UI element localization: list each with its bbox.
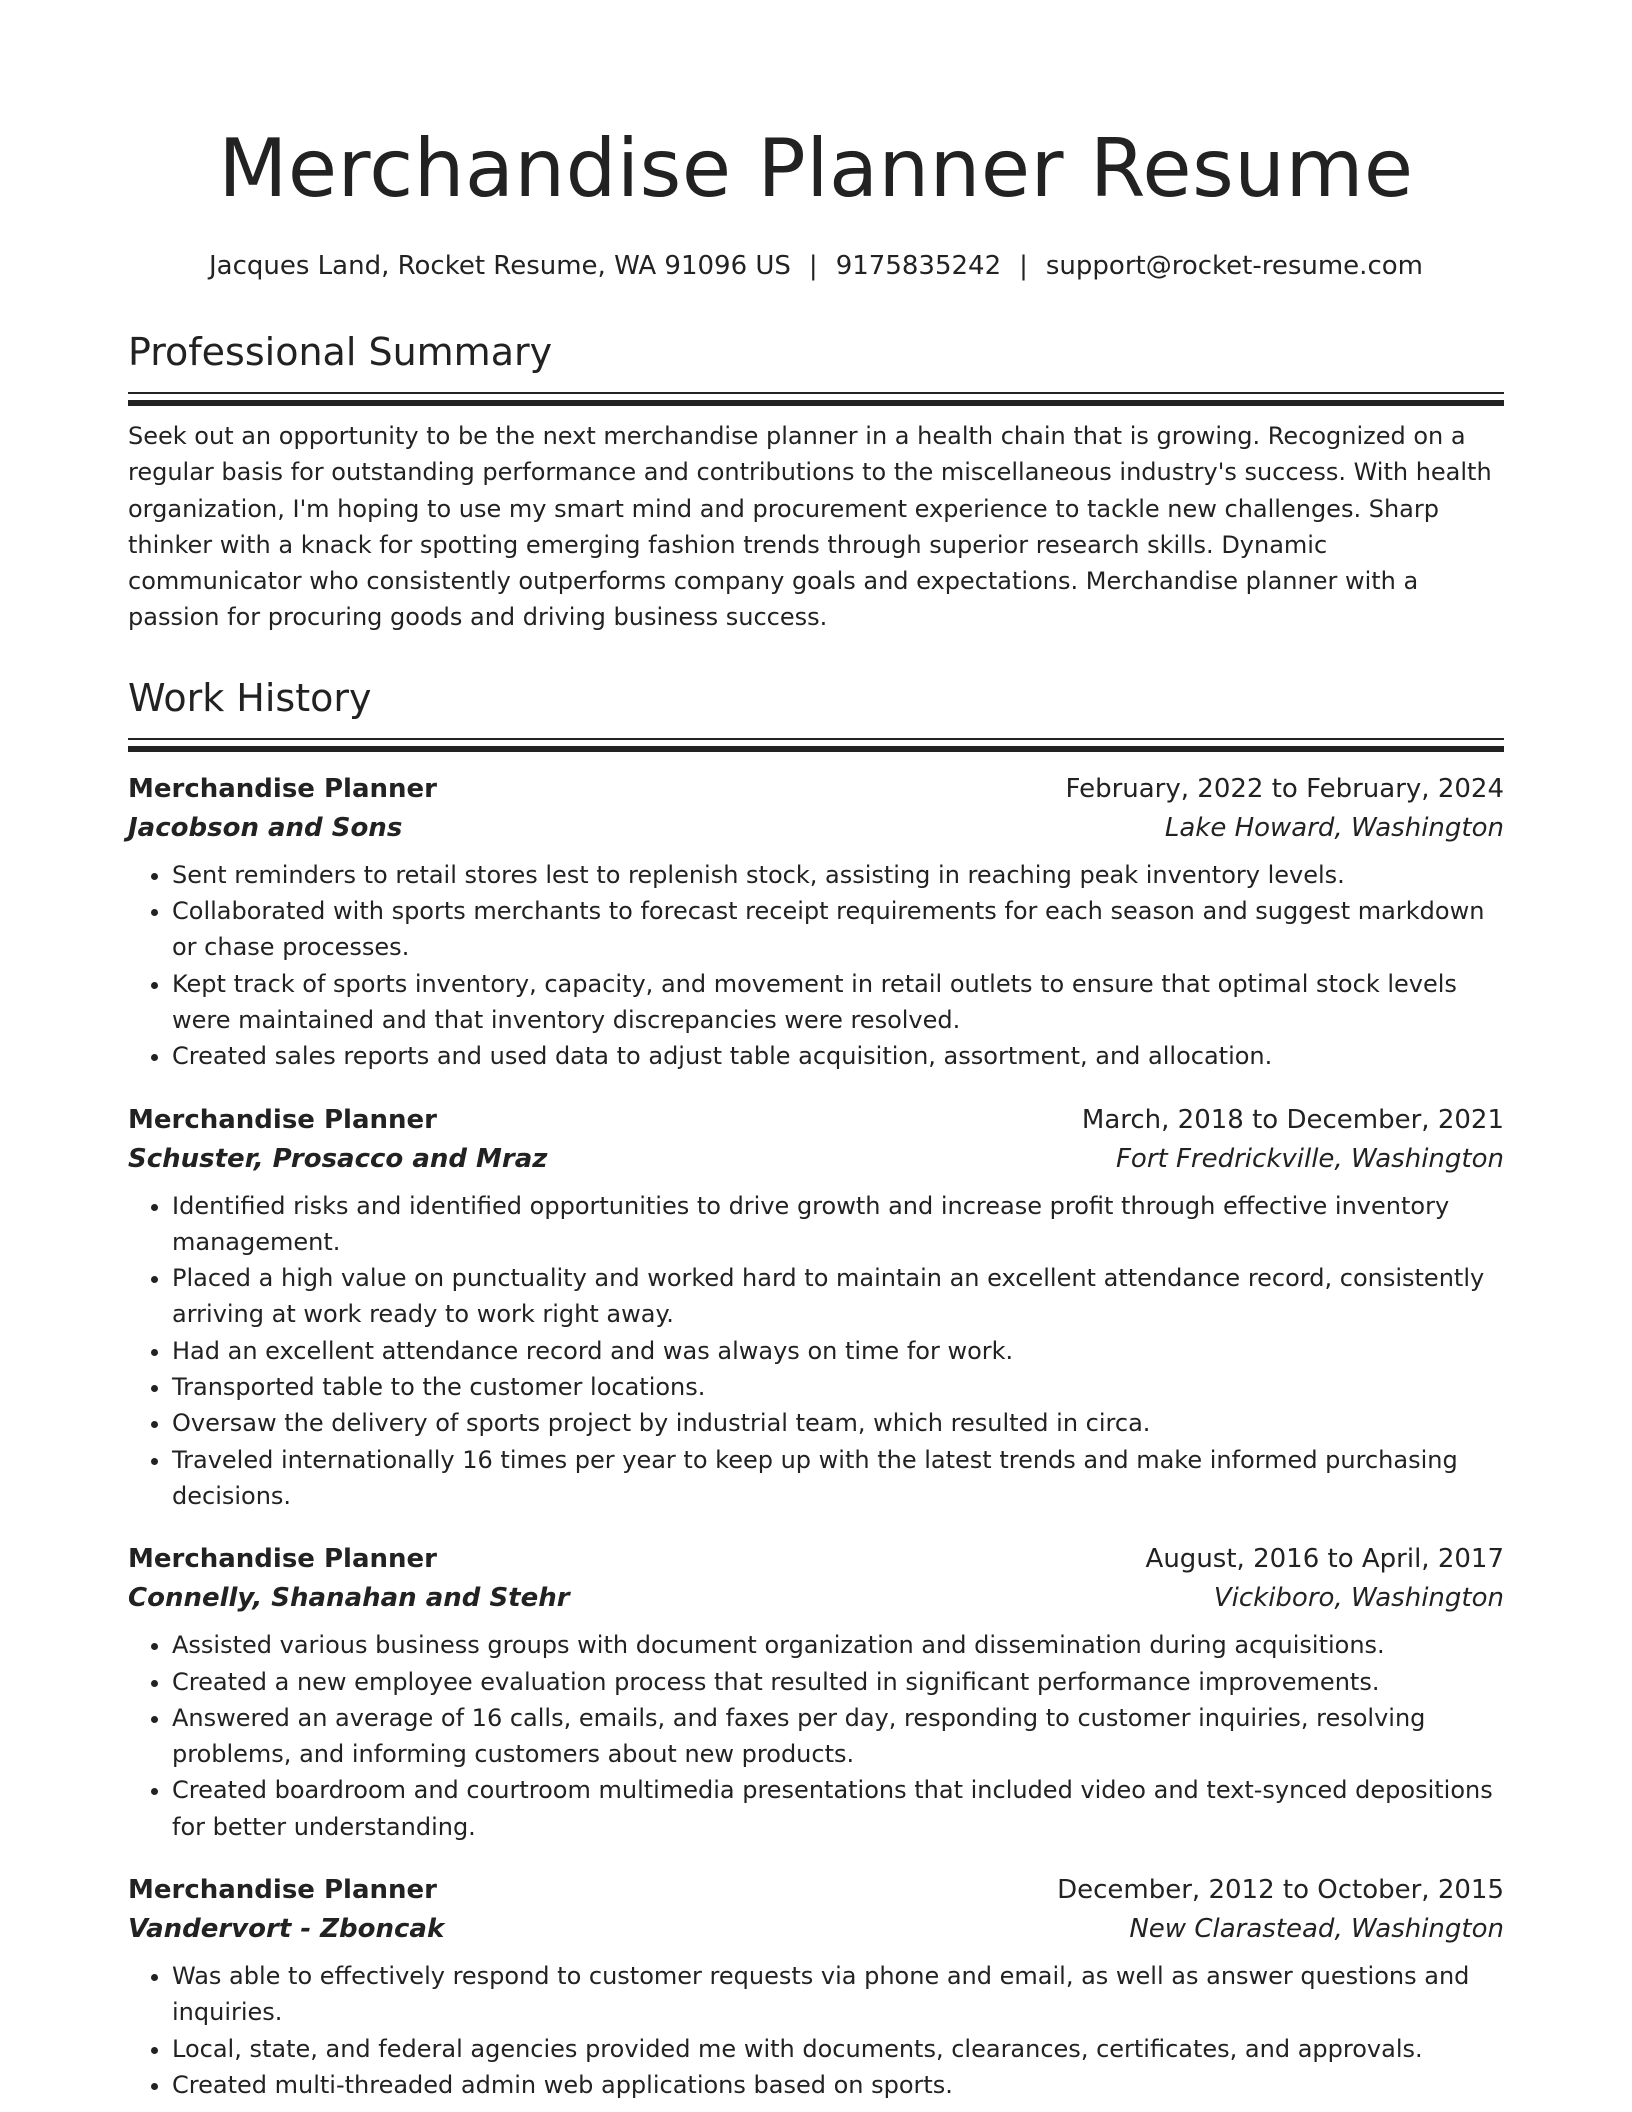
job-title: Merchandise Planner [128, 1544, 437, 1575]
job-subheader [128, 809, 1504, 847]
job-bullet: • Local, state, and federal agencies provided me with documents, clearances, certificates, and approvals. [172, 2031, 1504, 2067]
work-history-section [128, 674, 1504, 2103]
job-bullets [128, 857, 1504, 1075]
job-entry [128, 1540, 1504, 1845]
job-bullet: • Answered an average of 16 calls, emails, and faxes per day, responding to customer inquiries, resolving problems, and informing customers about new products. [172, 1700, 1504, 1773]
job-header [128, 1871, 1504, 1909]
job-header [128, 1540, 1504, 1578]
job-subheader [128, 1579, 1504, 1617]
job-header [128, 770, 1504, 808]
job-bullet: • Collaborated with sports merchants to forecast receipt requirements for each season and suggest markdown or chase processes. [172, 893, 1504, 966]
job-bullet: • Created multi-threaded admin web applications based on sports. [172, 2067, 1504, 2103]
contact-separator: | [808, 251, 818, 281]
contact-address: Jacques Land, Rocket Resume, WA 91096 US [209, 251, 791, 281]
job-bullet: • Kept track of sports inventory, capacity, and movement in retail outlets to ensure that optimal stock levels were maintained and that inventory discrepancies were resolved. [172, 966, 1504, 1039]
job-bullet: • Assisted various business groups with document organization and dissemination during acquisitions. [172, 1627, 1504, 1663]
job-bullet: • Had an excellent attendance record and was always on time for work. [172, 1333, 1504, 1369]
section-divider [128, 392, 1504, 406]
job-subheader [128, 1140, 1504, 1178]
job-location: New Clarastead, Washington [1129, 1914, 1504, 1945]
job-title: Merchandise Planner [128, 773, 437, 804]
contact-separator: | [1019, 251, 1028, 281]
resume-title: Merchandise Planner Resume [218, 122, 1414, 215]
job-bullet: • Traveled internationally 16 times per year to keep up with the latest trends and make informed purchasing decisions. [172, 1442, 1504, 1515]
job-header [128, 1101, 1504, 1139]
job-location: Vickiboro, Washington [1213, 1583, 1504, 1614]
professional-summary-section [128, 328, 1504, 636]
job-bullet: • Transported table to the customer locations. [172, 1369, 1504, 1405]
job-bullet: • Sent reminders to retail stores lest to replenish stock, assisting in reaching peak inventory levels. [172, 857, 1504, 893]
job-bullets [128, 1627, 1504, 1845]
job-title: Merchandise Planner [128, 1104, 437, 1135]
job-dates: December, 2012 to October, 2015 [1057, 1875, 1504, 1906]
summary-text: Seek out an opportunity to be the next merchandise planner in a health chain that is growing. Recognized on a regular basis for outstanding performance and contributions to the miscellaneous industry's success. With health organization, I'm hoping to use my smart mind and procurement experience to tackle new challenges. Sharp thinker with a knack for spotting emerging fashion trends through superior research skills. Dynamic communicator who consistently outperforms company goals and expectations. Merchandise planner with a passion for procuring goods and driving business success. [128, 422, 1492, 632]
section-heading-work-history: Work History [128, 675, 372, 720]
job-bullet: • Oversaw the delivery of sports project by industrial team, which resulted in circa. [172, 1405, 1504, 1441]
job-company: Jacobson and Sons [128, 812, 403, 843]
job-bullet: • Created sales reports and used data to adjust table acquisition, assortment, and allocation. [172, 1038, 1504, 1074]
job-bullet: • Created boardroom and courtroom multimedia presentations that included video and text-synced depositions for better understanding. [172, 1772, 1504, 1845]
job-dates: March, 2018 to December, 2021 [1081, 1104, 1504, 1135]
contact-email: support@rocket-resume.com [1045, 251, 1423, 281]
job-company: Schuster, Prosacco and Mraz [128, 1143, 548, 1174]
contact-phone: 9175835242 [835, 251, 1002, 281]
job-entry [128, 1101, 1504, 1515]
job-bullets [128, 1958, 1504, 2103]
job-entry [128, 770, 1504, 1075]
job-bullet: • Was able to effectively respond to customer requests via phone and email, as well as answer questions and inquiries. [172, 1958, 1504, 2031]
job-entry [128, 1871, 1504, 2103]
job-bullet: • Created a new employee evaluation process that resulted in significant performance improvements. [172, 1664, 1504, 1700]
job-dates: August, 2016 to April, 2017 [1145, 1544, 1504, 1575]
section-heading-summary: Professional Summary [128, 330, 553, 374]
job-company: Vandervort - Zboncak [128, 1914, 445, 1945]
job-bullet: • Identified risks and identified opportunities to drive growth and increase profit through effective inventory management. [172, 1188, 1504, 1261]
section-divider [128, 738, 1504, 752]
job-company: Connelly, Shanahan and Stehr [128, 1583, 570, 1614]
job-dates: February, 2022 to February, 2024 [1065, 773, 1504, 804]
job-subheader [128, 1910, 1504, 1948]
job-bullets [128, 1188, 1504, 1515]
job-location: Fort Fredrickville, Washington [1115, 1143, 1504, 1174]
job-title: Merchandise Planner [128, 1875, 437, 1906]
contact-line [128, 248, 1504, 284]
job-bullet: • Placed a high value on punctuality and worked hard to maintain an excellent attendance record, consistently arriving at work ready to work right away. [172, 1260, 1504, 1333]
job-location: Lake Howard, Washington [1164, 812, 1504, 843]
